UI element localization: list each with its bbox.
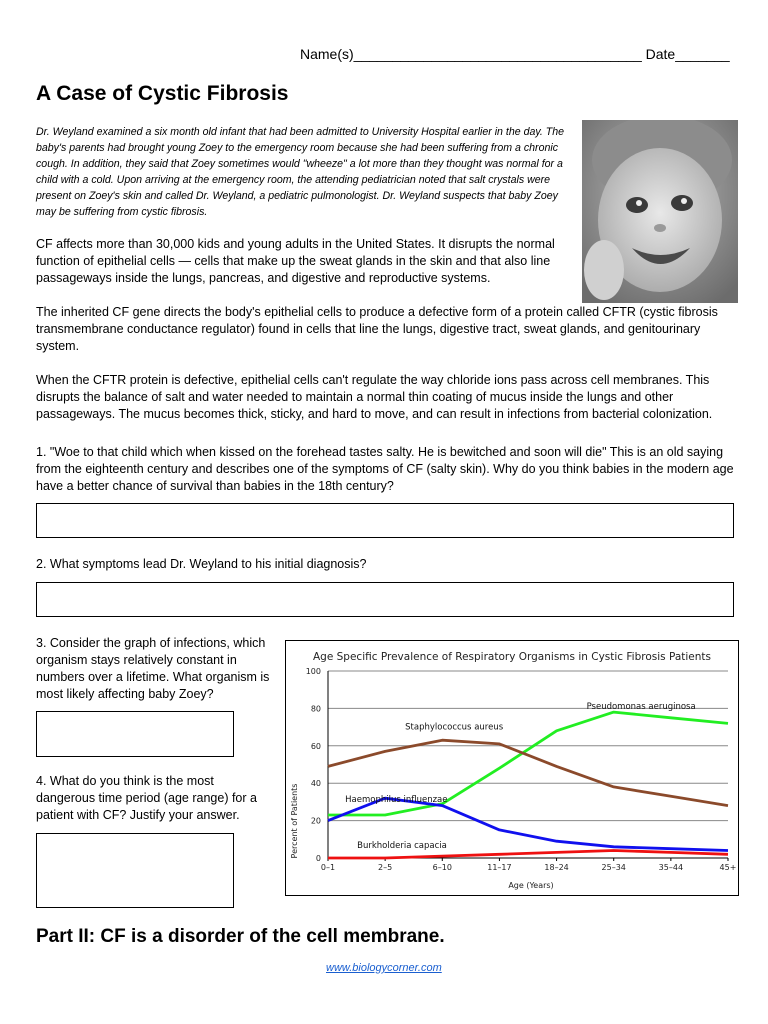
baby-photo-image bbox=[582, 120, 738, 303]
question-2: 2. What symptoms lead Dr. Weyland to his initial diagnosis? bbox=[36, 557, 367, 571]
chart-x-tick-label: 45+ bbox=[719, 863, 737, 872]
answer-box-3[interactable] bbox=[36, 711, 234, 757]
chart-series-label: Haemophilus influenzae bbox=[345, 795, 448, 806]
chart-series-group bbox=[328, 712, 728, 858]
chart-series-label: Pseudomonas aeruginosa bbox=[586, 701, 696, 712]
chart-y-axis-label: Percent of Patients bbox=[290, 783, 299, 859]
chart-x-tick-label: 18–24 bbox=[544, 863, 569, 872]
question-4: 4. What do you think is the most dangerous time period (age range) for a patient with CF? Justify your answer. bbox=[36, 774, 257, 822]
infection-chart bbox=[285, 640, 739, 896]
intro-paragraph: Dr. Weyland examined a six month old infant that had been admitted to University Hospital earlier in the day. The baby's parents had brought young Zoey to the emergency room because she had been suffering from a chronic cough. In addition, they said that Zoey sometimes would "wheeze" a lot more than they thought was normal for a child with a cold. Upon arriving at the emergency room, the attending pediatrician noted that salt crystals were present on Zoey's skin and called Dr. Weyland, a pediatric pulmonologist. Dr. Weyland suspects that baby Zoey may be suffering from cystic fibrosis. bbox=[36, 126, 565, 218]
chart-series-labels bbox=[345, 702, 696, 851]
answer-box-2[interactable] bbox=[36, 582, 734, 617]
chart-series-label: Burkholderia capacia bbox=[357, 841, 447, 851]
paragraph-cftr-defect: When the CFTR protein is defective, epithelial cells can't regulate the way chloride ions pass across cell membranes. This disrupts the balance of salt and water needed to maintain a normal thin coating of mucus inside the lungs and other passageways. The mucus becomes thick, sticky, and hard to move, and can result in infections from bacterial colonization. bbox=[36, 373, 713, 421]
question-1: 1. "Woe to that child which when kissed on the forehead tastes salty. He is bewitched and soon will die" This is an old saying from the eighteenth century and describes one of the symptoms of CF (salty skin). Why do you think babies in the modern age have a better chance of survival than babies in the 18th century? bbox=[36, 445, 734, 493]
answer-box-1[interactable] bbox=[36, 503, 734, 538]
chart-y-tick-label: 40 bbox=[310, 779, 321, 789]
chart-series-label: Staphylococcus aureus bbox=[405, 722, 504, 733]
chart-x-tick-label: 35–44 bbox=[658, 863, 684, 872]
chart-x-tick-label: 6–10 bbox=[432, 863, 452, 872]
paragraph-cftr-gene: The inherited CF gene directs the body's epithelial cells to produce a defective form of a protein called CFTR (cystic fibrosis transmembrane conductance regulator) found in cells that line the lungs, digestive tract, sweat glands, and genitourinary system. bbox=[36, 305, 718, 353]
chart-x-tick-label: 2–5 bbox=[378, 863, 393, 872]
footer-link[interactable]: www.biologycorner.com bbox=[326, 962, 442, 974]
baby-photo bbox=[582, 120, 738, 303]
paragraph-cf-overview: CF affects more than 30,000 kids and young adults in the United States. It disrupts the normal function of epithelial cells — cells that make up the sweat glands in the skin and that also line passageways inside the lungs, pancreas, and digestive and reproductive systems. bbox=[36, 237, 555, 285]
chart-y-tick-label: 80 bbox=[310, 704, 321, 714]
chart-y-tick-label: 100 bbox=[305, 667, 321, 676]
chart-series-line bbox=[328, 851, 728, 859]
part-2-heading: Part II: CF is a disorder of the cell membrane. bbox=[36, 926, 445, 947]
infection-chart-svg bbox=[286, 641, 738, 895]
chart-x-tick-label: 0–1 bbox=[320, 863, 336, 872]
chart-x-tick-label: 11–17 bbox=[487, 863, 512, 872]
chart-x-axis-label: Age (Years) bbox=[508, 881, 554, 890]
name-date-line: Name(s)_____________________________________ Date_______ bbox=[300, 46, 730, 62]
answer-box-4[interactable] bbox=[36, 833, 234, 908]
chart-y-tick-label: 0 bbox=[315, 854, 321, 863]
chart-x-tick-label: 25–34 bbox=[601, 863, 626, 872]
chart-title: Age Specific Prevalence of Respiratory Organisms in Cystic Fibrosis Patients bbox=[313, 651, 711, 663]
page-title: A Case of Cystic Fibrosis bbox=[36, 82, 289, 105]
chart-y-tick-label: 60 bbox=[310, 741, 321, 751]
question-3: 3. Consider the graph of infections, which organism stays relatively constant in numbers over a lifetime. What organism is most likely affecting baby Zoey? bbox=[36, 636, 270, 701]
chart-y-tick-label: 20 bbox=[310, 816, 321, 826]
